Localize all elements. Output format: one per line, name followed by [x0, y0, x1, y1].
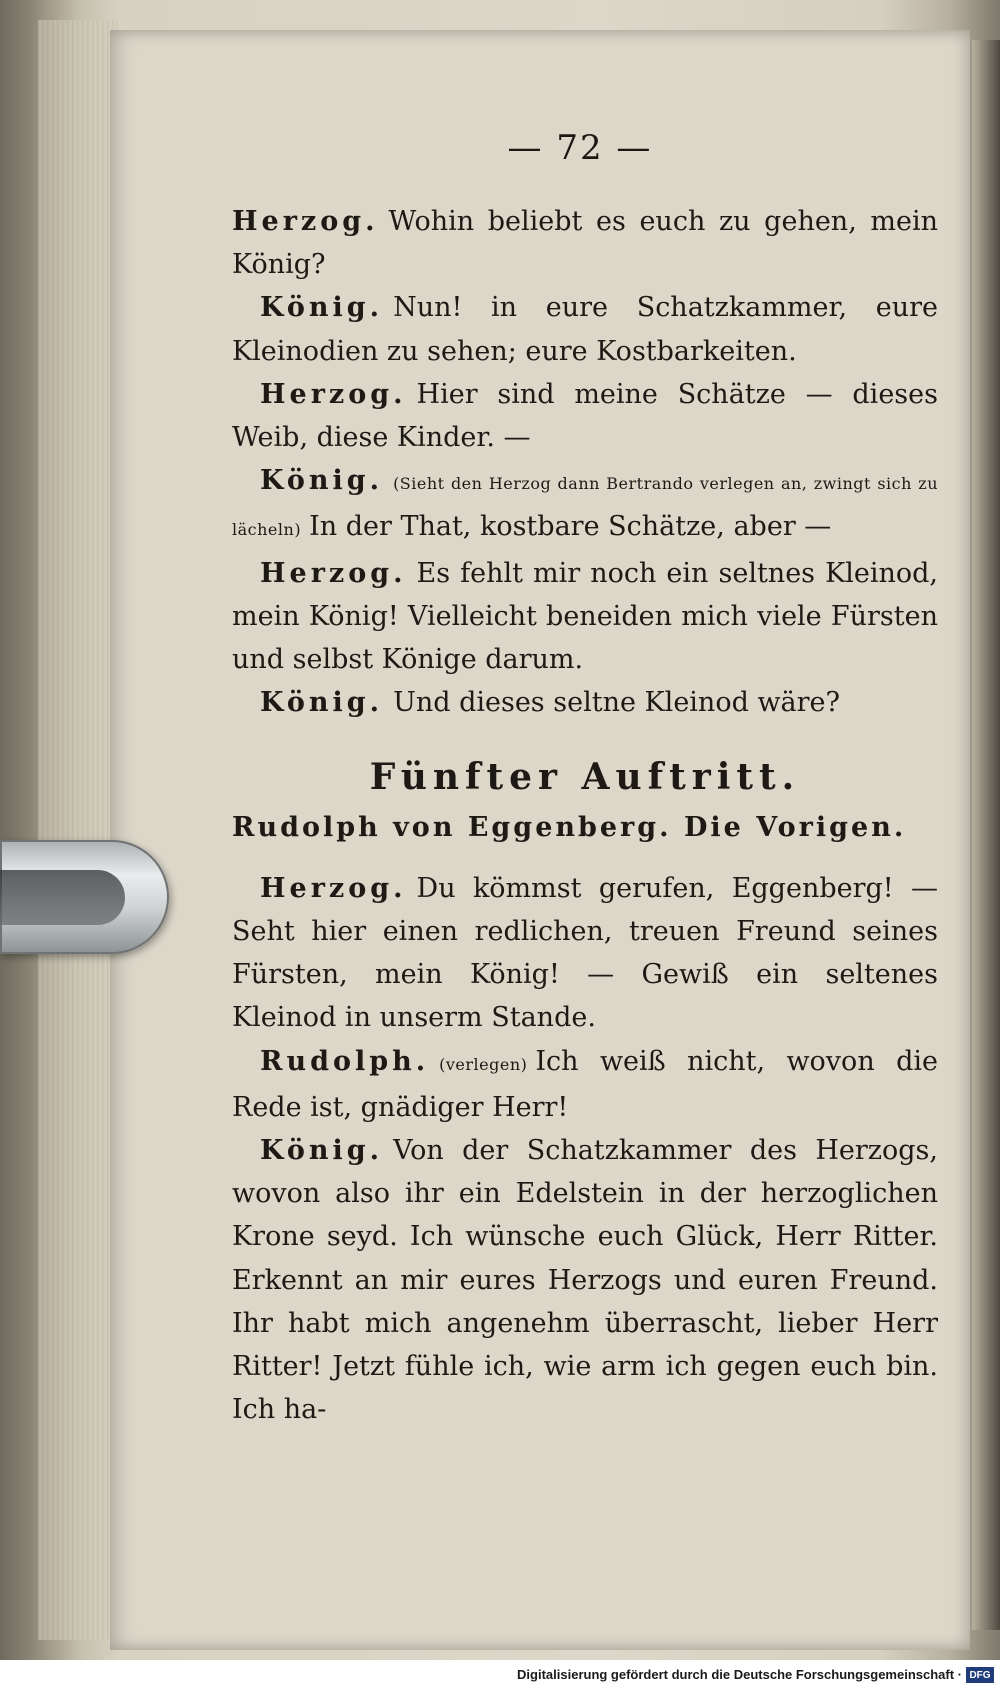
dialogue-text: Von der Schatzkammer des Herzogs, wovon also ihr ein Edelstein in der herzoglichen Krone seyd. Ich wünsche euch Glück, Herr Ritter. Erkennt an mir eures Herzogs und euren Freund. Ihr habt mich angenehm überrascht, lieber Herr Ritter! Jetzt fühle ich, wie arm ich gegen euch bin. Ich ha- [232, 1135, 938, 1426]
dialogue-line [232, 459, 938, 551]
scene-title: Fünfter Auftritt. [369, 756, 801, 799]
dialogue-line [232, 681, 938, 724]
speaker-name: Rudolph. [260, 1045, 430, 1077]
page-gutter-shadow [972, 40, 1000, 1630]
dialogue-text: Hier sind meine Schätze — dieses Weib, diese Kinder. — [232, 378, 938, 454]
stage-direction: (verlegen) [439, 1054, 528, 1074]
speaker-name: König. [260, 465, 384, 497]
stage-direction: (Sieht den Herzog dann Bertrando verlegen an, zwingt sich zu lächeln) [232, 474, 938, 540]
dialogue-line [232, 1129, 938, 1431]
dialogue-line [232, 286, 938, 372]
dialogue-text: Es fehlt mir noch ein seltnes Kleinod, mein König! Vielleicht beneiden mich viele Fürsten und selbst Könige darum. [232, 557, 938, 676]
dialogue-text: Wohin beliebt es euch zu gehen, mein König? [232, 206, 938, 281]
speaker-name: König. [260, 292, 384, 324]
page-text [232, 200, 938, 1431]
dialogue-text: Und dieses seltne Kleinod wäre? [393, 687, 841, 719]
dialogue-line [232, 552, 938, 682]
dialogue-line [232, 373, 938, 459]
page-number: — 72 — [507, 128, 653, 168]
dialogue-line [232, 867, 938, 1040]
speaker-name: Herzog. [260, 378, 407, 410]
page-stack-edge [38, 20, 118, 1640]
dialogue-line [232, 200, 938, 286]
dialogue-text: Nun! in eure Schatzkammer, eure Kleinodien zu sehen; eure Kostbarkeiten. [232, 292, 938, 367]
speaker-name: Herzog. [232, 206, 379, 237]
dialogue-text: In der That, kostbare Schätze, aber — [309, 511, 832, 543]
speaker-name: König. [260, 687, 384, 719]
dialogue-text: Du kömmst gerufen, Eggenberg! — Seht hier einen redlichen, treuen Freund seines Fürsten, mein König! — Gewiß ein seltenes Kleinod in unserm Stande. [232, 872, 938, 1034]
speaker-name: König. [260, 1135, 384, 1167]
dialogue-text: Ich weiß nicht, wovon die Rede ist, gnädiger Herr! [232, 1045, 938, 1123]
scene-characters: Rudolph von Eggenberg. Die Vorigen. [232, 811, 907, 843]
page-clip-band [0, 870, 125, 925]
speaker-name: Herzog. [260, 557, 407, 589]
footer-credit: Digitalisierung gefördert durch die Deutsche Forschungsgemeinschaft · [517, 1667, 962, 1682]
dialogue-line [232, 1040, 938, 1129]
speaker-name: Herzog. [260, 872, 407, 904]
dfg-logo: DFG [966, 1667, 994, 1683]
